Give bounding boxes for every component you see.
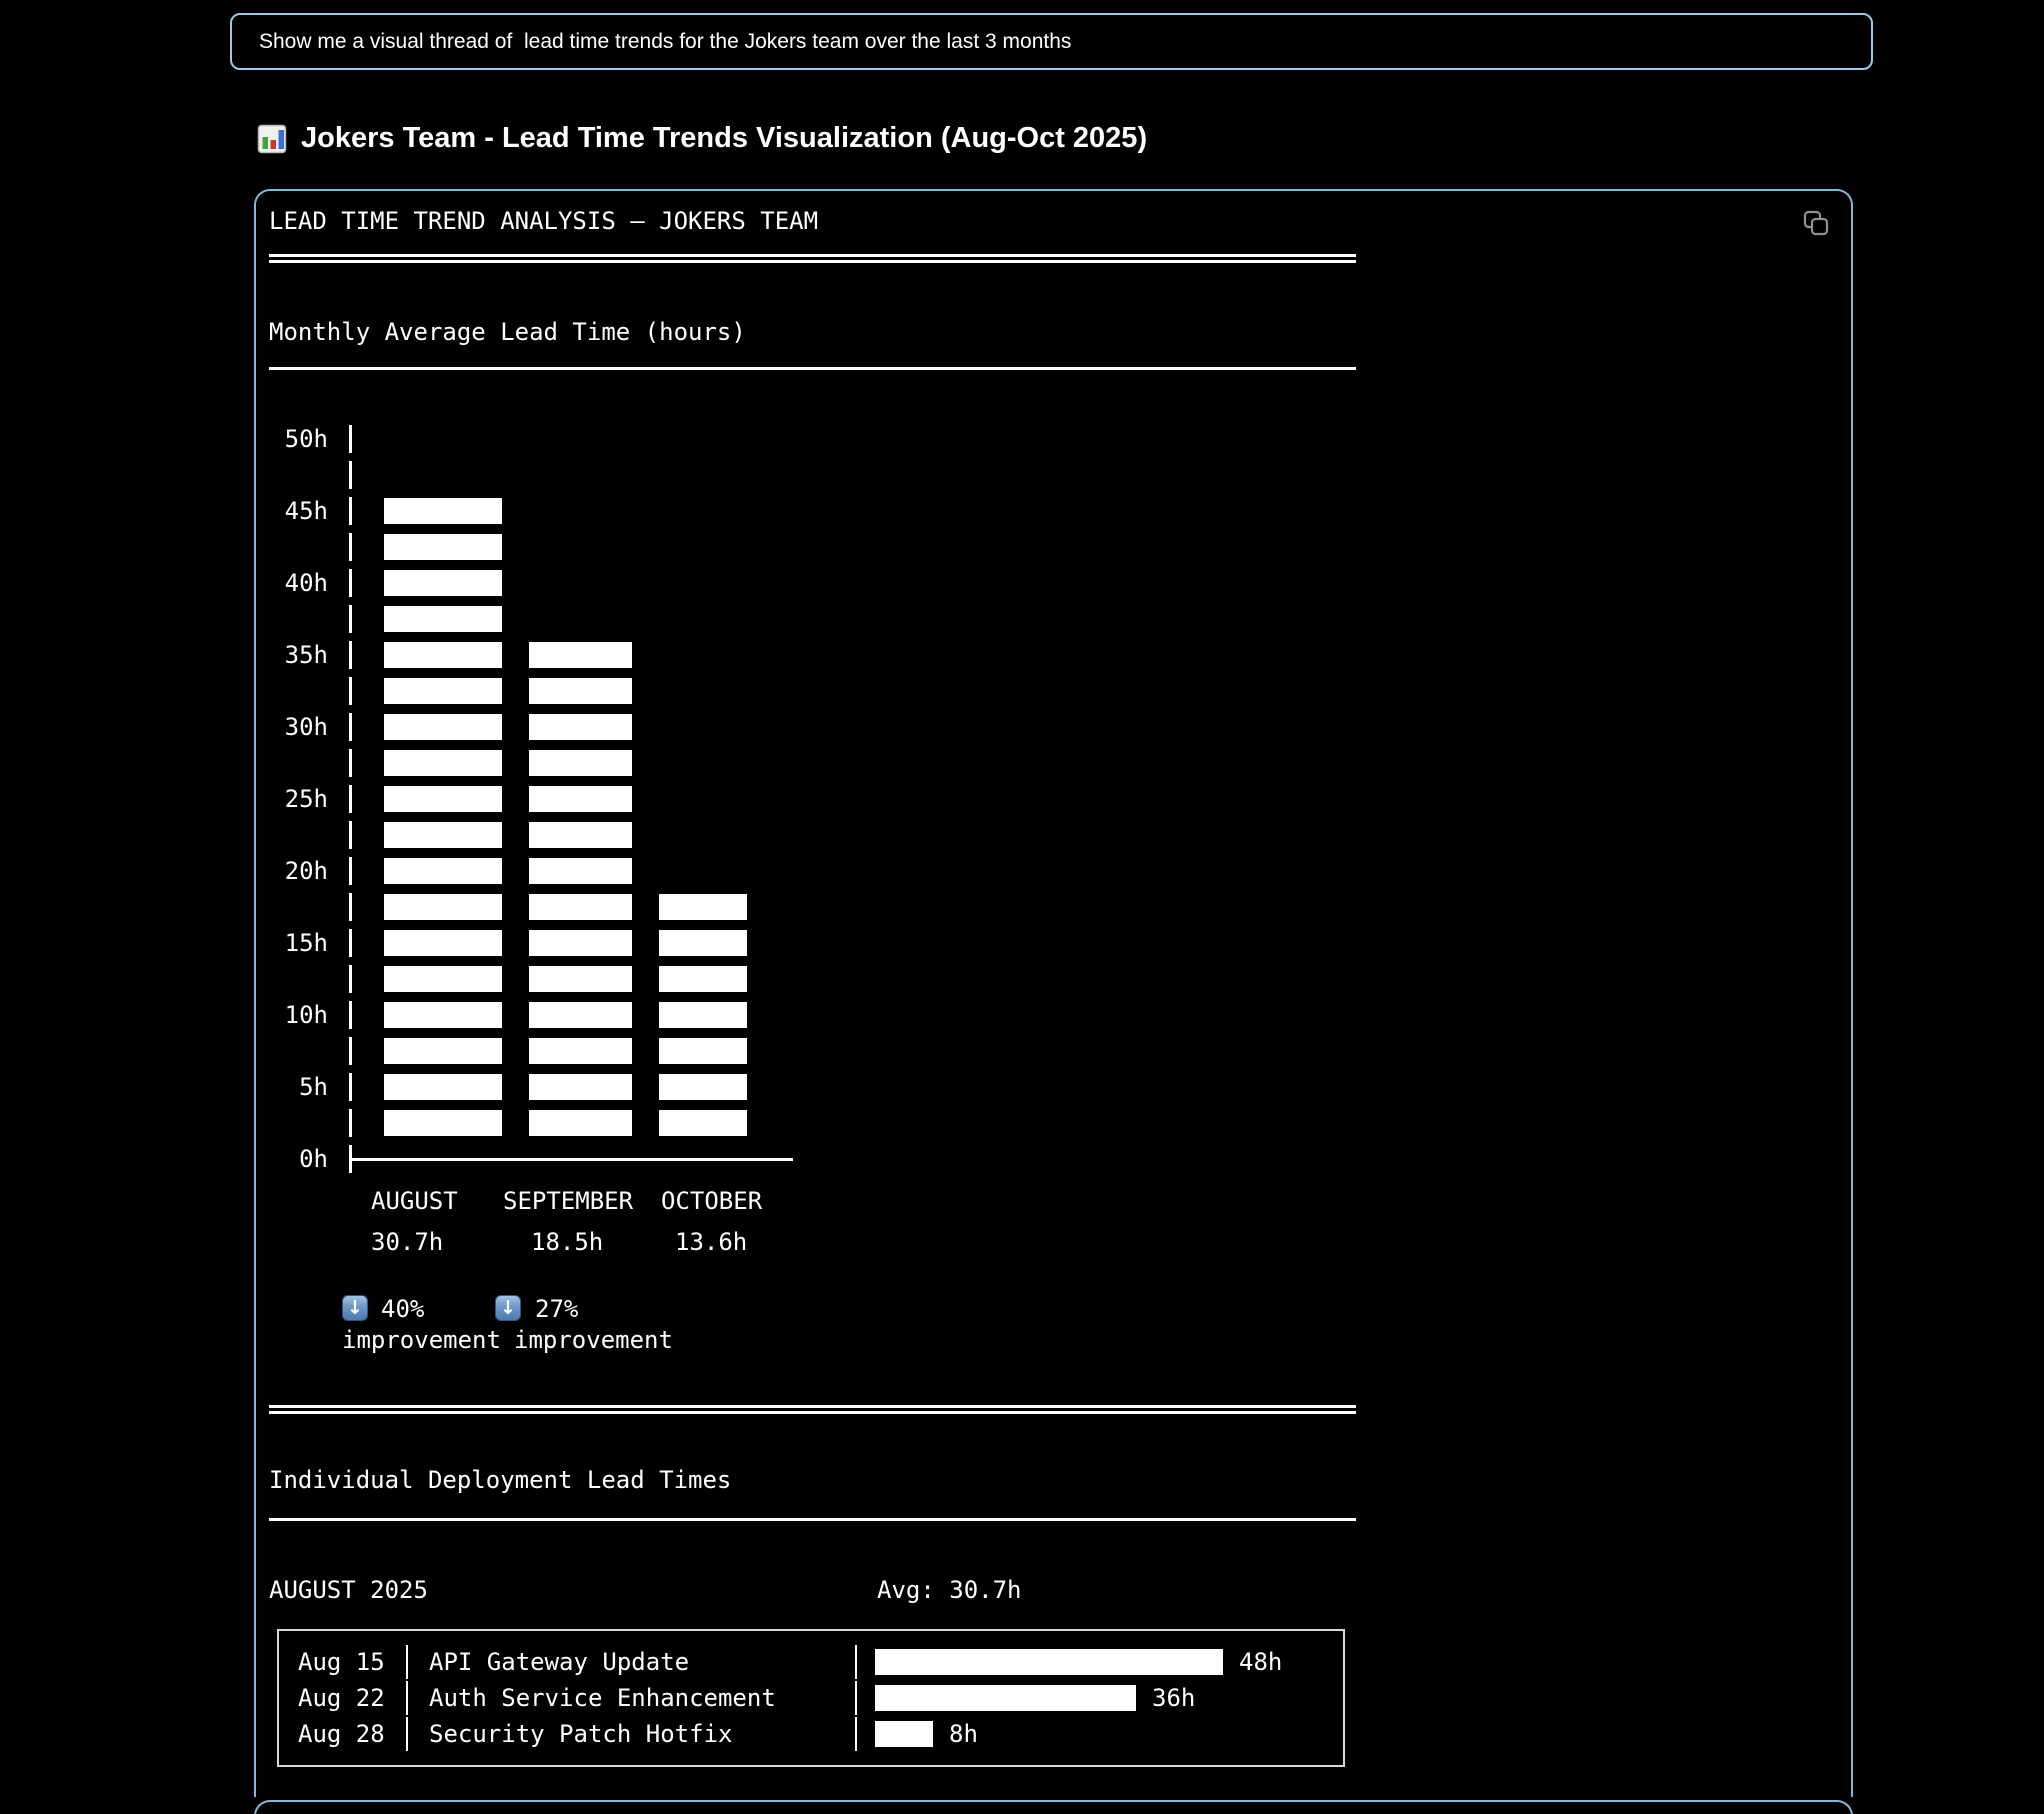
- deployment-date: Aug 22: [298, 1684, 385, 1712]
- column-separator: [406, 1681, 408, 1715]
- y-axis-dash: [349, 857, 352, 885]
- bar-segment-august: [384, 606, 502, 632]
- terminal-header: LEAD TIME TREND ANALYSIS — JOKERS TEAM: [269, 207, 819, 235]
- bar-segment-august: [384, 1074, 502, 1100]
- y-tick-label: 25h: [284, 785, 328, 813]
- terminal-output-block: [254, 189, 1853, 1797]
- y-axis-dash: [349, 713, 352, 741]
- separator-double: [269, 254, 1356, 263]
- y-axis-dash: [349, 929, 352, 957]
- chart-row: [269, 637, 1069, 673]
- bar-segment-september: [529, 894, 632, 920]
- deployment-lead-time-bar: [875, 1649, 1223, 1675]
- bar-segment-august: [384, 570, 502, 596]
- bar-segment-october: [659, 966, 747, 992]
- bar-segment-september: [529, 858, 632, 884]
- y-tick-label: 50h: [284, 425, 328, 453]
- bar-chart-emoji-icon: [257, 123, 289, 155]
- down-arrow-icon: ↓: [342, 1295, 368, 1321]
- bar-segment-august: [384, 714, 502, 740]
- bar-segment-august: [384, 534, 502, 560]
- chart-row: [269, 817, 1069, 853]
- deployment-name: Security Patch Hotfix: [429, 1720, 733, 1748]
- column-separator: [406, 1717, 408, 1751]
- y-axis-dash: [349, 605, 352, 633]
- bar-segment-october: [659, 1038, 747, 1064]
- chart-row: [269, 673, 1069, 709]
- deployment-hours-label: 8h: [949, 1720, 978, 1748]
- deployment-name: Auth Service Enhancement: [429, 1684, 776, 1712]
- y-axis-dash: [349, 677, 352, 705]
- y-tick-label: 45h: [284, 497, 328, 525]
- chart-row: [269, 1105, 1069, 1141]
- y-tick-label: 35h: [284, 641, 328, 669]
- y-axis-dash: [349, 569, 352, 597]
- chart-row: [269, 457, 1069, 493]
- chart-row: [269, 709, 1069, 745]
- deployment-row: [279, 1680, 1343, 1716]
- chart-row: [269, 601, 1069, 637]
- y-axis-dash: [349, 461, 352, 489]
- bar-segment-september: [529, 822, 632, 848]
- bar-segment-august: [384, 786, 502, 812]
- bar-segment-august: [384, 498, 502, 524]
- bar-segment-september: [529, 642, 632, 668]
- month-value-august: 30.7h: [371, 1228, 444, 1256]
- bar-segment-september: [529, 750, 632, 776]
- month-value-october: 13.6h: [675, 1228, 748, 1256]
- bar-segment-september: [529, 930, 632, 956]
- bar-segment-august: [384, 822, 502, 848]
- bar-segment-august: [384, 750, 502, 776]
- down-arrow-icon: ↓: [495, 1295, 521, 1321]
- copy-button[interactable]: [1796, 203, 1836, 243]
- y-axis-dash: [349, 821, 352, 849]
- bar-segment-october: [659, 930, 747, 956]
- improvement-label-1: improvement: [342, 1326, 501, 1354]
- monthly-section-title: Monthly Average Lead Time (hours): [269, 318, 746, 346]
- month-label-september: SEPTEMBER: [503, 1187, 634, 1215]
- y-axis-dash: [349, 1037, 352, 1065]
- chart-row: [269, 889, 1069, 925]
- chart-row: [269, 961, 1069, 997]
- chart-row: [269, 997, 1069, 1033]
- chart-row: [269, 781, 1069, 817]
- bar-segment-august: [384, 966, 502, 992]
- improvement-percent-1: 40%: [381, 1295, 425, 1323]
- chart-row: [269, 853, 1069, 889]
- y-axis-dash: [349, 1145, 352, 1173]
- deployment-row: [279, 1644, 1343, 1680]
- bar-segment-august: [384, 858, 502, 884]
- individual-section-title: Individual Deployment Lead Times: [269, 1466, 732, 1494]
- chart-row: [269, 1141, 1069, 1177]
- y-axis-dash: [349, 1001, 352, 1029]
- deployment-lead-time-bar: [875, 1685, 1136, 1711]
- bar-segment-august: [384, 930, 502, 956]
- prompt-text: Show me a visual thread of lead time trends for the Jokers team over the last 3 months: [259, 29, 1072, 53]
- bar-segment-august: [384, 642, 502, 668]
- improvement-percent-2: 27%: [535, 1295, 579, 1323]
- y-axis-dash: [349, 785, 352, 813]
- bar-segment-august: [384, 1002, 502, 1028]
- y-axis-dash: [349, 497, 352, 525]
- bar-segment-october: [659, 1002, 747, 1028]
- bar-segment-october: [659, 894, 747, 920]
- separator-single: [269, 1518, 1356, 1521]
- column-separator: [406, 1645, 408, 1679]
- y-axis-dash: [349, 965, 352, 993]
- prompt-input[interactable]: [230, 13, 1873, 70]
- separator-double: [269, 1405, 1356, 1414]
- bar-segment-september: [529, 1074, 632, 1100]
- y-tick-label: 10h: [284, 1001, 328, 1029]
- y-tick-label: 30h: [284, 713, 328, 741]
- y-axis-dash: [349, 893, 352, 921]
- chart-row: [269, 565, 1069, 601]
- bar-segment-october: [659, 1074, 747, 1100]
- deployment-row: [279, 1716, 1343, 1752]
- bar-segment-august: [384, 1038, 502, 1064]
- chart-row: [269, 745, 1069, 781]
- column-separator: [855, 1645, 857, 1679]
- improvement-label-2: improvement: [514, 1326, 673, 1354]
- y-axis-dash: [349, 1073, 352, 1101]
- copy-icon: [1802, 209, 1830, 237]
- bar-segment-september: [529, 786, 632, 812]
- y-tick-label: 15h: [284, 929, 328, 957]
- bar-segment-september: [529, 1110, 632, 1136]
- month-label-october: OCTOBER: [661, 1187, 763, 1215]
- bar-segment-august: [384, 1110, 502, 1136]
- deployment-lead-time-bar: [875, 1721, 933, 1747]
- deployment-hours-label: 36h: [1152, 1684, 1196, 1712]
- y-tick-label: 0h: [299, 1145, 328, 1173]
- bar-segment-september: [529, 714, 632, 740]
- deployment-name: API Gateway Update: [429, 1648, 690, 1676]
- deployment-table: [277, 1629, 1345, 1767]
- chart-row: [269, 421, 1069, 457]
- separator-single: [269, 367, 1356, 370]
- bar-segment-september: [529, 966, 632, 992]
- deployment-hours-label: 48h: [1239, 1648, 1283, 1676]
- page-title-text: Jokers Team - Lead Time Trends Visualization (Aug-Oct 2025): [301, 122, 1148, 154]
- y-axis-dash: [349, 641, 352, 669]
- deployment-date: Aug 28: [298, 1720, 385, 1748]
- chart-row: [269, 925, 1069, 961]
- y-axis-dash: [349, 749, 352, 777]
- y-tick-label: 20h: [284, 857, 328, 885]
- y-axis-dash: [349, 425, 352, 453]
- bar-segment-september: [529, 1038, 632, 1064]
- month-value-september: 18.5h: [531, 1228, 604, 1256]
- bar-segment-august: [384, 894, 502, 920]
- page-title: [257, 122, 1147, 155]
- next-terminal-block: [254, 1800, 1853, 1814]
- bar-segment-september: [529, 678, 632, 704]
- y-axis-dash: [349, 1109, 352, 1137]
- chart-row: [269, 529, 1069, 565]
- bar-segment-october: [659, 1110, 747, 1136]
- y-tick-label: 5h: [299, 1073, 328, 1101]
- deployment-date: Aug 15: [298, 1648, 385, 1676]
- chart-row: [269, 1033, 1069, 1069]
- column-separator: [855, 1717, 857, 1751]
- deployment-month-heading: AUGUST 2025: [269, 1576, 428, 1604]
- y-axis-dash: [349, 533, 352, 561]
- y-tick-label: 40h: [284, 569, 328, 597]
- monthly-chart: [269, 421, 1069, 1177]
- column-separator: [855, 1681, 857, 1715]
- deployment-month-avg: Avg: 30.7h: [877, 1576, 1022, 1604]
- chart-row: [269, 1069, 1069, 1105]
- month-label-august: AUGUST: [371, 1187, 458, 1215]
- bar-segment-september: [529, 1002, 632, 1028]
- bar-segment-august: [384, 678, 502, 704]
- chart-row: [269, 493, 1069, 529]
